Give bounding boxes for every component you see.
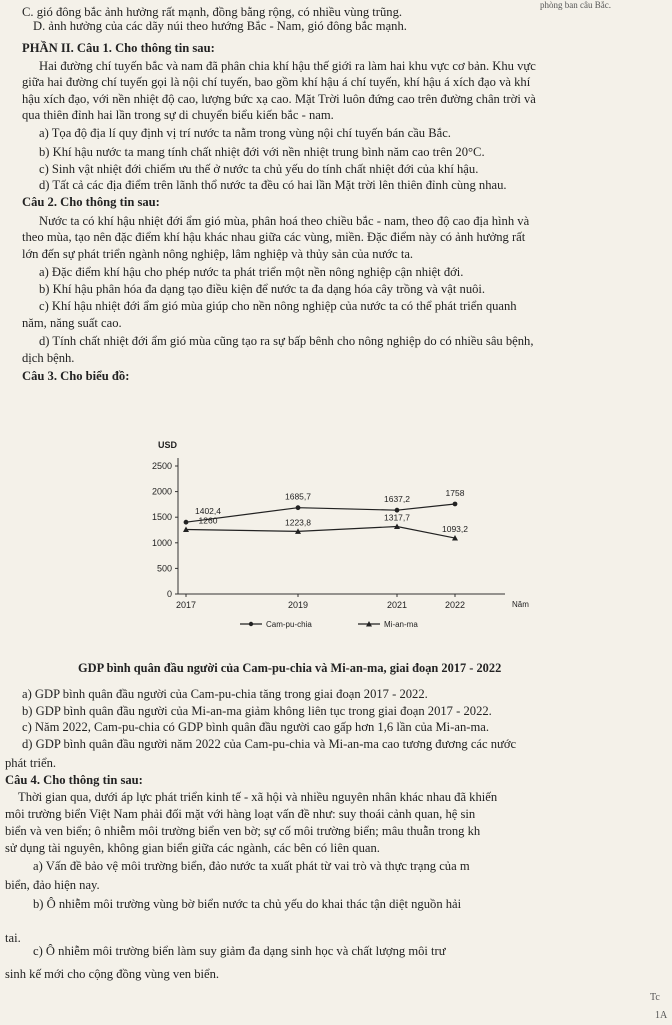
text-line: dịch bệnh. xyxy=(22,351,75,365)
corner-mark-1: Tc xyxy=(650,992,660,1003)
text-line: c) Ô nhiễm môi trường biển làm suy giảm đa dạng sinh học và chất lượng môi trư xyxy=(33,944,446,958)
data-point xyxy=(296,505,301,510)
text-line: phát triển. xyxy=(5,756,57,770)
text-line: b) Khí hậu nước ta mang tính chất nhiệt đới với nền nhiệt trung bình năm cao trên 20°C. xyxy=(39,145,485,159)
series-line-1 xyxy=(186,527,455,538)
legend-label-1: Mi-an-ma xyxy=(384,620,418,629)
text-line: b) Khí hậu phân hóa đa dạng tạo điều kiện để nước ta đa dạng hóa cây trồng và vật nuôi. xyxy=(39,282,486,296)
text-line: d) Tất cả các địa điểm trên lãnh thổ nước ta đều có hai lần Mặt trời lên thiên đỉnh cùng nhau. xyxy=(39,178,507,192)
corner-mark-2: 1A xyxy=(655,1010,668,1021)
text-line: d) Tính chất nhiệt đới ẩm gió mùa cũng tạo ra sự bấp bênh cho nông nghiệp do có nhiều sâu bệnh, xyxy=(39,334,534,348)
text-line: c) Sinh vật nhiệt đới chiếm ưu thế ở nước ta chủ yếu do tính chất nhiệt đới của khí hậu. xyxy=(39,162,479,176)
y-axis-label: USD xyxy=(158,440,178,450)
data-label: 1093,2 xyxy=(442,524,468,535)
text-line: Câu 2. Cho thông tin sau: xyxy=(22,195,160,209)
legend-marker xyxy=(249,622,253,626)
header-fragment: phòng ban câu Bắc. xyxy=(540,0,611,10)
text-line: giữa hai đường chí tuyến gọi là nội chí tuyến, bao gồm khí hậu á chí tuyến, khí hậu á xích đạo và khí xyxy=(22,75,531,89)
text-line: qua thiên đỉnh hai lần trong sự di chuyển biểu kiến bắc - nam. xyxy=(22,108,334,122)
legend-label-0: Cam-pu-chia xyxy=(266,620,312,629)
data-label: 1260 xyxy=(198,515,218,526)
text-line: Hai đường chí tuyến bắc và nam đã phân chia khí hậu thế giới ra làm hai khu vực cơ bản. Khu vực xyxy=(39,59,536,73)
text-line: c) Khí hậu nhiệt đới ẩm gió mùa giúp cho nền nông nghiệp của nước ta có thể phát triển quanh xyxy=(39,299,517,313)
text-line: d) GDP bình quân đầu người năm 2022 của Cam-pu-chia và Mi-an-ma cao tương đương các nước xyxy=(22,737,517,751)
text-line: a) GDP bình quân đầu người của Cam-pu-chia tăng trong giai đoạn 2017 - 2022. xyxy=(22,687,428,701)
text-line: a) Vấn đề bảo vệ môi trường biển, đảo nước ta xuất phát từ vai trò và thực trạng của m xyxy=(33,859,470,873)
data-label: 1685,7 xyxy=(285,491,311,502)
x-tick-label: 2022 xyxy=(444,600,466,610)
text-line: Nước ta có khí hậu nhiệt đới ẩm gió mùa, phân hoá theo chiều bắc - nam, theo độ cao địa hình và xyxy=(39,214,530,228)
data-label: 1317,7 xyxy=(384,512,410,523)
data-label: 1637,2 xyxy=(384,494,410,505)
text-line: Câu 3. Cho biểu đồ: xyxy=(22,369,130,383)
series-line-0 xyxy=(186,504,455,522)
data-point xyxy=(184,520,189,525)
y-tick-label: 1000 xyxy=(151,537,172,548)
text-line: Thời gian qua, dưới áp lực phát triển kinh tế - xã hội và nhiều nguyên nhân khác nhau đã khiến xyxy=(18,790,498,804)
text-line: tai. xyxy=(5,931,21,945)
text-line: năm, năng suất cao. xyxy=(22,316,122,330)
text-line: a) Tọa độ địa lí quy định vị trí nước ta nằm trong vùng nội chí tuyến bán cầu Bắc. xyxy=(39,126,451,140)
text-line: D. ảnh hưởng của các dãy núi theo hướng Bắc - Nam, gió đông bắc mạnh. xyxy=(33,19,407,33)
text-line: biển và ven biển; ô nhiễm môi trường biển ven bờ; sự cố môi trường biển; mâu thuẫn trong kh xyxy=(5,824,481,838)
text-line: biển, đảo hiện nay. xyxy=(5,878,100,892)
text-line: lớn đến sự phát triển ngành nông nghiệp, lâm nghiệp và thủy sản của nước ta. xyxy=(22,247,414,261)
chart-title: GDP bình quân đầu người của Cam-pu-chia và Mi-an-ma, giai đoạn 2017 - 2022 xyxy=(78,661,502,675)
text-line: Câu 4. Cho thông tin sau: xyxy=(5,773,143,787)
text-line: c) Năm 2022, Cam-pu-chia có GDP bình quân đầu người cao gấp hơn 1,6 lần của Mi-an-ma. xyxy=(22,720,489,734)
data-label: 1758 xyxy=(445,487,465,498)
text-line: môi trường biển Việt Nam phải đối mặt với hàng loạt vấn đề như: suy thoái cảnh quan, hệ sin xyxy=(5,807,476,821)
data-point xyxy=(453,502,458,507)
text-line: b) GDP bình quân đầu người của Mi-an-ma giảm không liên tục trong giai đoạn 2017 - 2022. xyxy=(22,704,492,718)
x-tick-label: 2017 xyxy=(175,600,197,610)
y-tick-label: 1500 xyxy=(151,512,172,523)
data-label: 1223,8 xyxy=(285,517,311,528)
text-line: theo mùa, tạo nên đặc điểm khí hậu khác nhau giữa các vùng, miền. Đặc điểm này có ảnh hưởng rất xyxy=(22,230,526,244)
x-axis-label: Năm xyxy=(512,600,529,609)
text-line: C. gió đông bắc ảnh hưởng rất mạnh, đồng bằng rộng, có nhiều vùng trũng. xyxy=(22,5,403,19)
text-line: sử dụng tài nguyên, không gian biển giữa các ngành, các bên có liên quan. xyxy=(5,841,380,855)
text-line: a) Đặc điểm khí hậu cho phép nước ta phát triển một nền nông nghiệp cận nhiệt đới. xyxy=(39,265,464,279)
x-tick-label: 2019 xyxy=(287,600,309,610)
y-tick-label: 2000 xyxy=(151,486,172,497)
text-line: sinh kế mới cho cộng đồng vùng ven biển. xyxy=(5,967,220,981)
text-line: PHẦN II. Câu 1. Cho thông tin sau: xyxy=(22,41,215,55)
gdp-line-chart xyxy=(120,436,540,661)
x-tick-label: 2021 xyxy=(386,600,408,610)
y-tick-label: 0 xyxy=(166,589,172,599)
y-tick-label: 2500 xyxy=(151,461,172,471)
data-label: 1402,4 xyxy=(195,506,221,517)
text-line: b) Ô nhiễm môi trường vùng bờ biển nước ta chủ yếu do khai thác tận diệt nguồn hải xyxy=(33,897,462,911)
text-line: hậu xích đạo, với nền nhiệt độ cao, lượng bức xạ cao. Mặt Trời luôn đứng cao trên đường chân trời và xyxy=(22,92,536,106)
y-tick-label: 500 xyxy=(156,563,172,574)
